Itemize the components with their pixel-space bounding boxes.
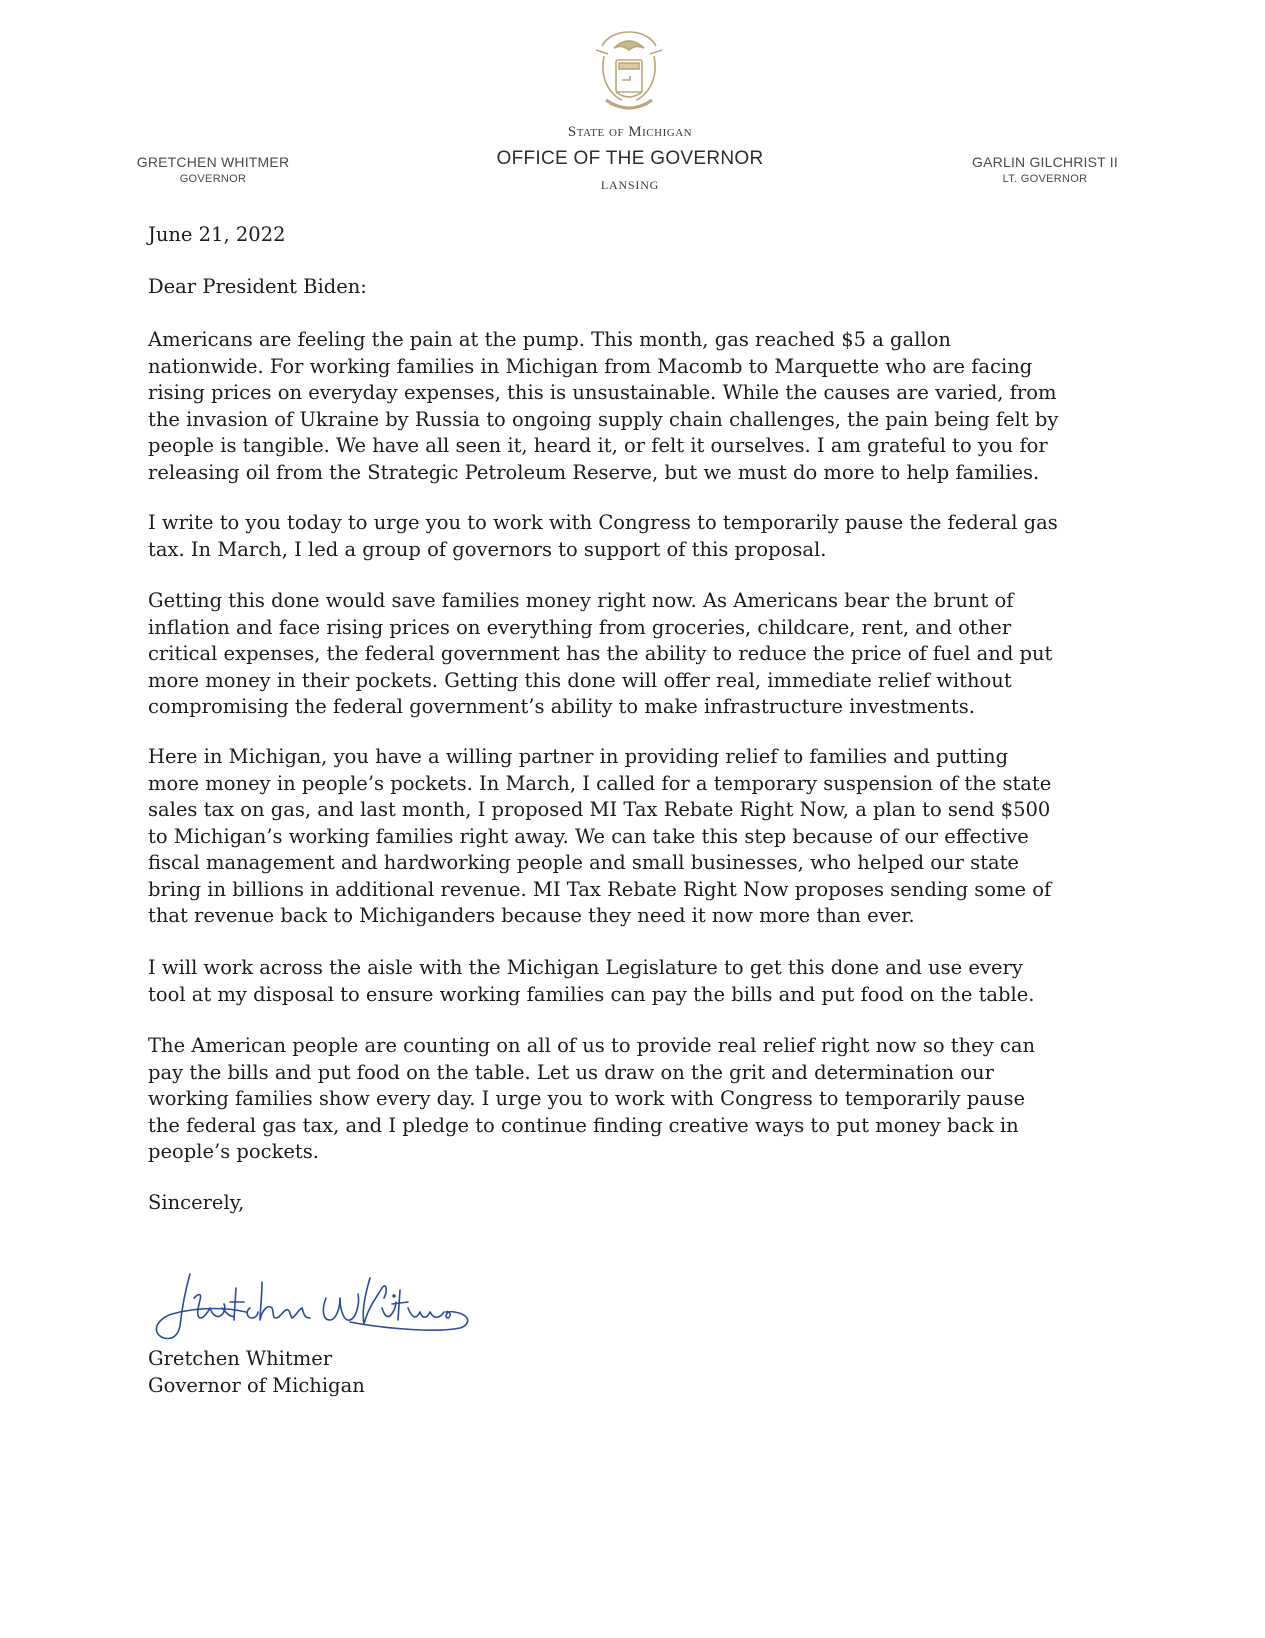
lt-governor-name: GARLIN GILCHRIST II [972,154,1118,170]
letter-salutation [148,274,1128,301]
paragraph-4 [148,744,1128,930]
paragraph-line: rising prices on everyday expenses, this is unsustainable. While the causes are varied, from [148,381,1057,404]
signer-title: Governor of Michigan [148,1373,365,1397]
paragraph-line: the invasion of Ukraine by Russia to ongoing supply chain challenges, the pain being felt by [148,407,1059,431]
letterhead-city: LANSING [600,178,660,192]
letterhead-governor [118,154,308,185]
letter-date [148,222,1128,249]
governor-name: GRETCHEN WHITMER [136,154,290,170]
paragraph-line: pay the bills and put food on the table. Let us draw on the grit and determination our [148,1060,994,1084]
paragraph-line: Americans are feeling the pain at the pump. This month, gas reached $5 a gallon [148,328,951,351]
signer-block [148,1346,1128,1399]
date-text: June 21, 2022 [148,223,286,246]
paragraph-line: that revenue back to Michiganders because they need it now more than ever. [148,904,915,927]
signer-name: Gretchen Whitmer [148,1347,333,1370]
paragraph-line: inflation and face rising prices on everything from groceries, childcare, rent, and other [148,615,1012,639]
paragraph-line: tax. In March, I led a group of governors to support of this proposal. [148,537,827,561]
paragraph-line: to Michigan’s working families right away. We can take this step because of our effective [148,824,1029,848]
lt-governor-title: LT. GOVERNOR [1002,173,1088,185]
paragraph-1 [148,327,1128,486]
paragraph-line: I write to you today to urge you to work with Congress to temporarily pause the federal gas [148,511,1058,534]
paragraph-line: people’s pockets. [148,1140,319,1163]
handwritten-signature-icon [150,1268,480,1348]
letterhead-state: State of Michigan [567,124,693,140]
paragraph-line: people is tangible. We have all seen it, heard it, or felt it ourselves. I am grateful to you for [148,434,1048,457]
paragraph-line: more money in their pockets. Getting this done will offer real, immediate relief without [148,668,1012,692]
paragraph-line: tool at my disposal to ensure working families can pay the bills and put food on the table. [148,982,1035,1006]
paragraph-line: sales tax on gas, and last month, I proposed MI Tax Rebate Right Now, a plan to send $500 [148,798,1051,821]
letterhead-lt-governor [950,154,1140,185]
paragraph-line: the federal gas tax, and I pledge to continue finding creative ways to put money back in [148,1113,1019,1137]
paragraph-line: Getting this done would save families money right now. As Americans bear the brunt of [148,589,1014,612]
paragraph-3 [148,588,1128,721]
paragraph-line: bring in billions in additional revenue. MI Tax Rebate Right Now proposes sending some of [148,877,1052,901]
state-seal-icon [586,26,672,118]
paragraph-2 [148,510,1128,563]
paragraph-line: The American people are counting on all of us to provide real relief right now so they can [148,1034,1036,1057]
paragraph-line: compromising the federal government’s ability to make infrastructure investments. [148,695,975,718]
closing-text: Sincerely, [148,1191,245,1214]
paragraph-line: releasing oil from the Strategic Petroleum Reserve, but we must do more to help families. [148,460,1040,484]
paragraph-line: more money in people’s pockets. In March, I called for a temporary suspension of the state [148,771,1052,795]
paragraph-line: Here in Michigan, you have a willing partner in providing relief to families and putting [148,745,1009,768]
salutation-text: Dear President Biden: [148,275,367,298]
letter-closing [148,1190,1128,1217]
paragraph-5 [148,955,1128,1008]
paragraph-line: nationwide. For working families in Michigan from Macomb to Marquette who are facing [148,354,1033,378]
paragraph-6 [148,1033,1128,1166]
letterhead-office: OFFICE OF THE GOVERNOR [496,148,764,169]
governor-title: GOVERNOR [179,173,247,185]
paragraph-line: fiscal management and hardworking people and small businesses, who helped our state [148,851,1019,874]
paragraph-line: I will work across the aisle with the Michigan Legislature to get this done and use every [148,956,1023,979]
paragraph-line: working families show every day. I urge you to work with Congress to temporarily pause [148,1087,1025,1110]
paragraph-line: critical expenses, the federal government has the ability to reduce the price of fuel and put [148,642,1053,665]
